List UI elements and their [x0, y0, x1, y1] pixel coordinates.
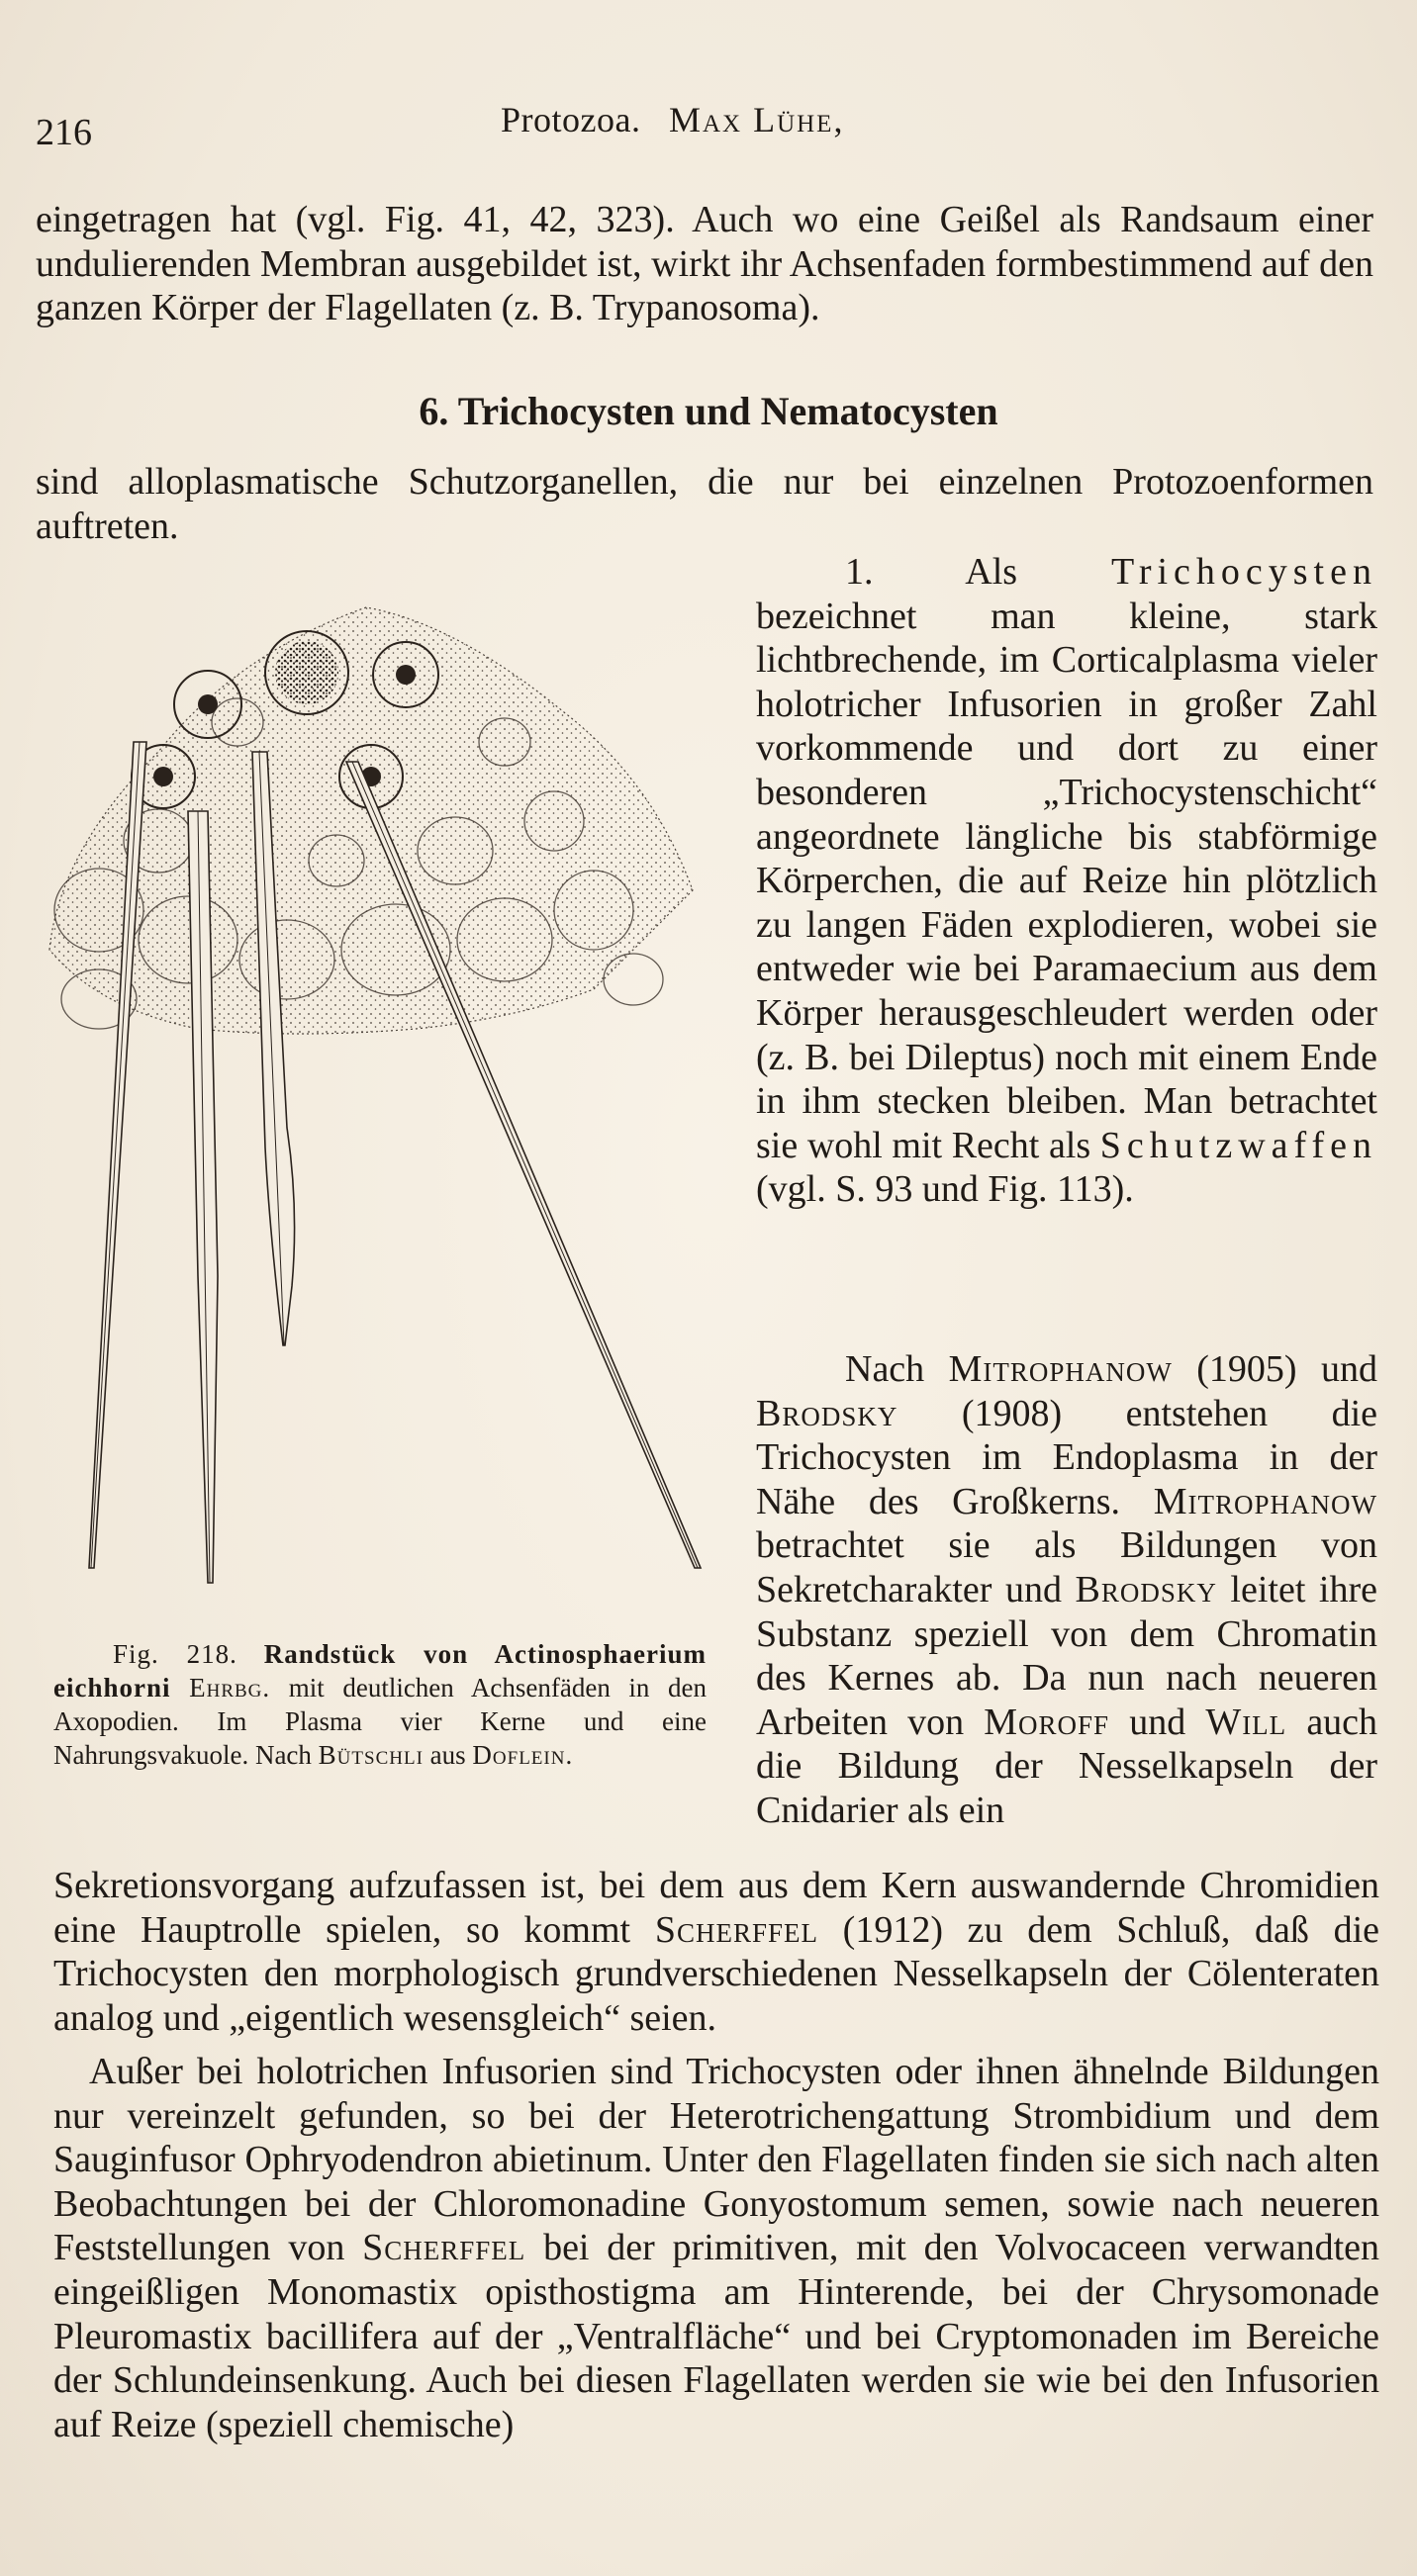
term-trichocysten: Trichocysten	[1110, 551, 1377, 593]
author-mitrophanow: Mitrophanow	[948, 1348, 1173, 1390]
author-scherffel-2: Scherffel	[362, 2227, 526, 2269]
running-head	[501, 99, 844, 140]
section-heading: 6. Trichocysten und Nematocysten	[419, 389, 998, 433]
section-intro: sind alloplasmatische Schutzorganellen, die nur bei einzelnen Protozoenformen auftreten.	[36, 461, 1373, 547]
figure-actinosphaerium	[40, 594, 732, 1632]
para2c-text-2: (1912) zu dem Schluß, daß die Trichocysten den morphologisch grundverschiedenen Nesselkapseln der Cölenteraten analog und „eigentlich wesensgleich“ seien.	[53, 1908, 1380, 2039]
para1-tail: (vgl. S. 93 und Fig. 113).	[756, 1168, 1134, 1211]
para2-text-5: leitet ihre Substanz speziell von dem Chromatin des Kernes ab. Da nun nach neueren Arbeiten von	[756, 1568, 1378, 1743]
paragraph-top: eingetragen hat (vgl. Fig. 41, 42, 323). Auch wo eine Geißel als Randsaum einer undulierenden Membran ausgebildet ist, wirkt ihr Achsenfaden formbestimmend auf den ganzen Körper der Flagellaten (z. B. Trypanosoma).	[36, 199, 1373, 329]
page-header	[36, 99, 1381, 158]
author-brodsky: Brodsky	[756, 1392, 898, 1434]
figure-author: Ehrbg.	[189, 1673, 271, 1702]
running-head-title: Protozoa.	[501, 100, 641, 139]
author-will: Will	[1205, 1701, 1287, 1743]
figure-text-1: mit deutlichen Achsenfäden in den Axopodien. Im Plasma vier Kerne und eine Nahrungsvakuole. Nach	[53, 1673, 707, 1770]
paragraph-trichocysten	[756, 550, 1377, 1212]
figure-source-2: Doflein.	[472, 1740, 574, 1770]
author-scherffel: Scherffel	[654, 1908, 818, 1951]
paragraph-scherffel	[53, 1864, 1379, 2040]
actinosphaerium-illustration	[40, 594, 732, 1632]
para2-text-1: Nach	[845, 1348, 925, 1390]
para1-text: bezeichnet man kleine, stark lichtbrechende, im Corticalplasma vieler holotricher Infusorien in großer Zahl vorkommende und dort zu einer besonderen „Trichocystenschicht“ angeordnete längliche bis stabförmige Körperchen, die auf Reize hin plötzlich zu langen Fäden explodieren, wobei sie entweder wie bei Paramaecium aus dem Körper herausgeschleudert werden oder (z. B. bei Dileptus) noch mit einem Ende in ihm stecken bleiben. Man betrachtet sie wohl mit Recht als	[756, 595, 1377, 1166]
term-schutzwaffen: Schutzwaffen	[1099, 1124, 1378, 1166]
para1-number: 1. Als	[845, 551, 1018, 593]
page-number: 216	[36, 112, 92, 153]
running-head-author: Max Lühe,	[668, 100, 845, 139]
para2-text-6: und	[1129, 1701, 1186, 1743]
para2-text-2: (1905) und	[1196, 1348, 1377, 1390]
author-mitrophanow-2: Mitrophanow	[1153, 1480, 1378, 1522]
figure-caption	[53, 1637, 707, 1772]
author-moroff: Moroff	[984, 1701, 1110, 1743]
paragraph-infusorien	[53, 2050, 1379, 2446]
para2c-text-1: Sekretionsvorgang aufzufassen ist, bei dem aus dem Kern auswandernde Chromidien eine Hauptrolle spielen, so kommt	[53, 1865, 1379, 1951]
author-brodsky-2: Brodsky	[1075, 1568, 1217, 1610]
figure-label: Fig. 218.	[113, 1639, 237, 1669]
figure-title: Randstück von Actinosphaerium eichhorni	[53, 1639, 707, 1702]
para2-text-4: betrachtet sie als Bildungen von Sekretcharakter und	[756, 1524, 1377, 1610]
para2-text-7: auch die Bildung der Nesselkapseln der Cnidarier als ein	[756, 1701, 1378, 1831]
figure-source-1: Bütschli	[318, 1740, 424, 1770]
para3-text-2: bei der primitiven, mit den Volvocaceen verwandten eingeißligen Monomastix opisthostigma am Hinterende, bei der Chrysomonade Pleuromastix bacillifera auf der „Ventralfläche“ und bei Cryptomonaden im Bereiche der Schlundeinsenkung. Auch bei diesen Flagellaten werden sie wie bei den Infusorien auf Reize (speziell chemische)	[53, 2227, 1380, 2445]
para2-text-3: (1908) entstehen die Trichocysten im Endoplasma in der Nähe des Großkerns.	[756, 1392, 1378, 1522]
figure-text-2: aus	[429, 1740, 466, 1770]
para3-text-1: Außer bei holotrichen Infusorien sind Trichocysten oder ihnen ähnelnde Bildungen nur vereinzelt gefunden, so bei der Heterotrichengattung Strombidium und dem Sauginfusor Ophryodendron abietinum. Unter den Flagellaten finden sie sich nach alten Beobachtungen bei der Chloromonadine Gonyostomum semen, sowie nach neueren Feststellungen von	[53, 2051, 1379, 2269]
paragraph-mitrophanow	[756, 1347, 1377, 1833]
